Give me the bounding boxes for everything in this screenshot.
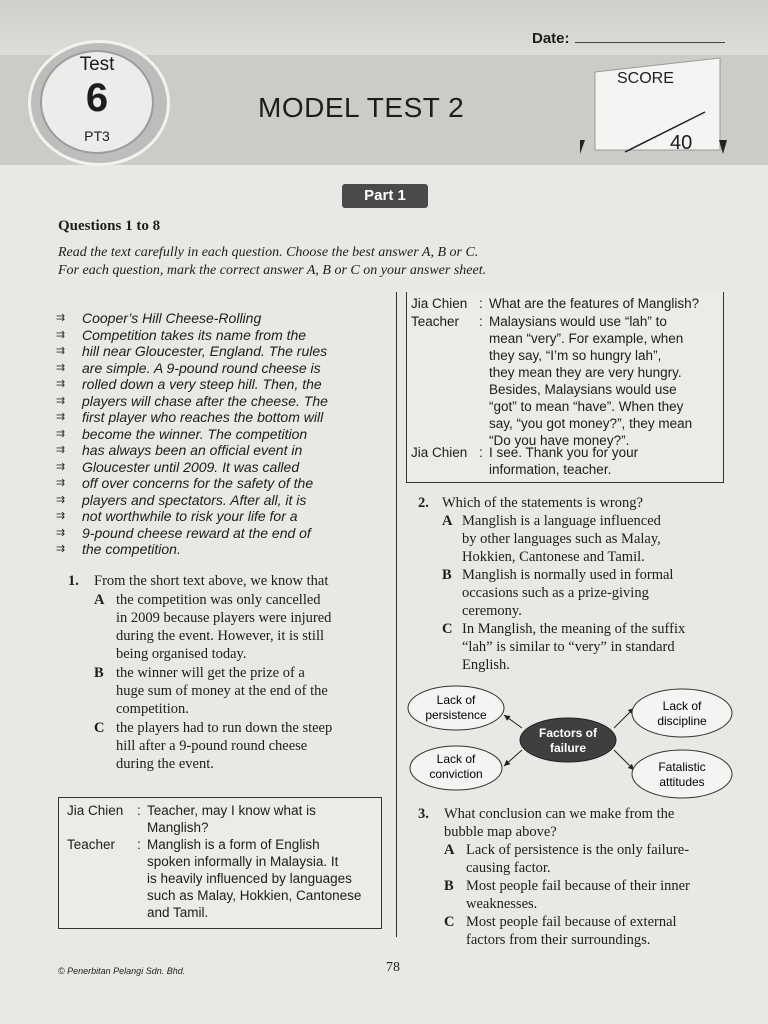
margin-mark-icon: ⇉ xyxy=(56,476,66,489)
bubble-text: persistence xyxy=(425,708,487,722)
dialogue-colon: : xyxy=(137,837,141,852)
dialogue-line: mean “very”. For example, when xyxy=(489,331,684,346)
question-1 xyxy=(68,572,388,772)
dialogue-line: such as Malay, Hokkien, Cantonese xyxy=(147,888,362,903)
option-line: in 2009 because players were injured xyxy=(116,610,332,626)
question-stem: From the short text above, we know that xyxy=(94,573,329,589)
bubble-center-text: Factors of xyxy=(538,726,598,740)
option-line: during the event. xyxy=(116,756,214,772)
dialogue-colon: : xyxy=(479,296,483,311)
bubble-map xyxy=(404,680,740,800)
question-stem: Which of the statements is wrong? xyxy=(442,495,643,511)
option-line: Manglish is a language influenced xyxy=(462,513,661,529)
speaker-name: Jia Chien xyxy=(67,803,124,818)
reading-passage xyxy=(82,310,364,558)
question-number: 3. xyxy=(418,806,429,822)
bubble-text: conviction xyxy=(429,767,483,781)
publisher-credit: © Penerbitan Pelangi Sdn. Bhd. xyxy=(58,966,186,976)
questions-heading: Questions 1 to 8 xyxy=(58,218,161,234)
passage-line: Competition takes its name from the xyxy=(82,326,307,343)
badge-test-number: 6 xyxy=(85,76,109,120)
dialogue-line: Manglish? xyxy=(147,820,209,835)
margin-mark-icon: ⇉ xyxy=(56,393,66,407)
option-line: the players had to run down the steep xyxy=(116,720,333,736)
passage-line: rolled down a very steep hill. Then, the xyxy=(82,376,322,392)
dialogue-line: spoken informally in Malaysia. It xyxy=(147,854,339,869)
speaker-name: Jia Chien xyxy=(411,296,468,311)
column-divider xyxy=(396,292,397,937)
dialogue-line: “Do you have money?”. xyxy=(489,433,630,448)
dialogue-line: I see. Thank you for your xyxy=(489,445,639,460)
option-line: “lah” is similar to “very” in standard xyxy=(462,639,675,655)
bubble-center-text: failure xyxy=(549,741,587,755)
connector-line xyxy=(504,715,522,728)
question-stem: What conclusion can we make from the xyxy=(444,806,675,822)
score-label: SCORE xyxy=(617,70,674,87)
margin-mark-icon: ⇉ xyxy=(56,344,66,357)
dialogue-colon: : xyxy=(137,803,141,818)
dialogue-line: is heavily influenced by languages xyxy=(147,871,352,886)
option-line: huge sum of money at the end of the xyxy=(116,683,328,699)
connector-line xyxy=(614,708,634,728)
margin-mark-icon: ⇉ xyxy=(56,525,66,539)
instruction-line-1: Read the text carefully in each question. Choose the best answer A, B or C. xyxy=(58,245,479,260)
margin-mark-icon: ⇉ xyxy=(56,459,66,473)
option-line: hill after a 9-pound round cheese xyxy=(116,738,308,754)
dialogue-line: “got” to mean “have”. When they xyxy=(489,399,684,414)
option-line: Most people fail because of their inner xyxy=(466,878,690,894)
option-letter: A xyxy=(444,842,455,858)
option-line: weaknesses. xyxy=(466,896,538,912)
option-letter: B xyxy=(444,878,454,894)
margin-mark-icon: ⇉ xyxy=(56,410,66,423)
instruction-line-2: For each question, mark the correct answer A, B or C on your answer sheet. xyxy=(58,263,487,278)
option-line: Hokkien, Cantonese and Tamil. xyxy=(462,549,645,565)
page-title: MODEL TEST 2 xyxy=(258,92,465,123)
option-line: being organised today. xyxy=(116,646,247,662)
margin-mark-icon: ⇉ xyxy=(56,360,66,374)
option-line: In Manglish, the meaning of the suffix xyxy=(462,621,686,637)
margin-mark-icon: ⇉ xyxy=(56,377,66,390)
option-letter: C xyxy=(94,720,105,736)
passage-line: are simple. A 9-pound round cheese is xyxy=(82,359,321,376)
option-letter: A xyxy=(442,513,453,529)
bubble-lack-of-discipline xyxy=(632,689,732,737)
question-stem: bubble map above? xyxy=(444,824,557,840)
date-line xyxy=(575,42,725,43)
option-line: the competition was only cancelled xyxy=(116,592,321,608)
option-letter: B xyxy=(442,567,452,583)
passage-line: off over concerns for the safety of the xyxy=(82,475,314,491)
option-line: factors from their surroundings. xyxy=(466,932,651,948)
passage-margin-marks xyxy=(56,310,76,558)
bubble-center xyxy=(520,718,616,762)
dialogue-box-right xyxy=(406,292,724,483)
dialogue-line: What are the features of Manglish? xyxy=(489,296,700,311)
option-line: during the event. However, it is still xyxy=(116,628,325,644)
margin-mark-icon: ⇉ xyxy=(56,443,66,456)
badge-test-label: Test xyxy=(79,54,115,75)
passage-line: 9-pound cheese reward at the end of xyxy=(82,524,311,541)
score-box xyxy=(580,50,730,160)
question-number: 1. xyxy=(68,573,79,589)
option-letter: C xyxy=(444,914,455,930)
dialogue-line: and Tamil. xyxy=(147,905,209,920)
option-line: causing factor. xyxy=(466,860,551,876)
bubble-fatalistic-attitudes xyxy=(632,750,732,798)
dialogue-line: they mean they are very hungry. xyxy=(489,365,682,380)
page-number: 78 xyxy=(386,960,400,975)
question-2 xyxy=(418,494,738,674)
dialogue-colon: : xyxy=(479,445,483,460)
bubble-text: Fatalistic xyxy=(658,760,706,774)
option-line: Most people fail because of external xyxy=(466,914,677,930)
option-line: by other languages such as Malay, xyxy=(462,531,661,547)
passage-line: players will chase after the cheese. The xyxy=(82,392,328,409)
passage-line: Gloucester until 2009. It was called xyxy=(82,458,300,475)
margin-mark-icon: ⇉ xyxy=(56,327,66,341)
passage-line: first player who reaches the bottom will xyxy=(82,409,324,425)
bubble-text: Lack of xyxy=(436,693,476,707)
part-label: Part 1 xyxy=(342,184,428,208)
passage-line: hill near Gloucester, England. The rules xyxy=(82,343,328,359)
speaker-name: Teacher xyxy=(411,314,460,329)
score-total: 40 xyxy=(670,132,693,154)
speaker-name: Teacher xyxy=(67,837,116,852)
option-letter: A xyxy=(94,592,105,608)
dialogue-line: say, “you got money?”, they mean xyxy=(489,416,693,431)
speaker-name: Jia Chien xyxy=(411,445,468,460)
badge-sub-label: PT3 xyxy=(84,128,110,144)
option-line: competition. xyxy=(116,701,189,717)
margin-mark-icon: ⇉ xyxy=(56,426,66,440)
connector-line xyxy=(614,750,634,770)
passage-line: players and spectators. After all, it is xyxy=(82,491,307,508)
option-line: ceremony. xyxy=(462,603,522,619)
dialogue-line: Besides, Malaysians would use xyxy=(489,382,677,397)
question-3 xyxy=(418,805,738,955)
margin-mark-icon: ⇉ xyxy=(56,542,66,555)
margin-mark-icon: ⇉ xyxy=(56,311,66,324)
dialogue-line: Teacher, may I know what is xyxy=(147,803,316,818)
bubble-text: discipline xyxy=(657,714,707,728)
passage-line: become the winner. The competition xyxy=(82,425,308,442)
dialogue-line: they say, “I’m so hungry lah”, xyxy=(489,348,662,363)
option-letter: C xyxy=(442,621,453,637)
option-line: Manglish is normally used in formal xyxy=(462,567,674,583)
question-number: 2. xyxy=(418,495,429,511)
passage-line: has always been an official event in xyxy=(82,442,303,458)
instructions xyxy=(58,244,486,280)
option-line: English. xyxy=(462,657,510,673)
connector-line xyxy=(504,750,522,766)
option-line: occasions such as a prize-giving xyxy=(462,585,649,601)
dialogue-box-left xyxy=(58,797,382,929)
dialogue-line: Manglish is a form of English xyxy=(147,837,320,852)
option-letter: B xyxy=(94,665,104,681)
passage-line: not worthwhile to risk your life for a xyxy=(82,508,298,524)
dialogue-colon: : xyxy=(479,314,483,329)
passage-line: the competition. xyxy=(82,541,181,557)
date-label: Date: xyxy=(532,30,570,47)
margin-mark-icon: ⇉ xyxy=(56,509,66,522)
test-badge xyxy=(40,50,154,154)
bubble-text: Lack of xyxy=(436,752,476,766)
bubble-text: Lack of xyxy=(662,699,702,713)
dialogue-line: Malaysians would use “lah” to xyxy=(489,314,667,329)
option-line: Lack of persistence is the only failure- xyxy=(466,842,690,858)
option-line: the winner will get the prize of a xyxy=(116,665,305,681)
margin-mark-icon: ⇉ xyxy=(56,492,66,506)
dialogue-line: information, teacher. xyxy=(489,462,612,477)
passage-line: Cooper’s Hill Cheese-Rolling xyxy=(82,310,262,326)
bubble-text: attitudes xyxy=(659,775,705,789)
